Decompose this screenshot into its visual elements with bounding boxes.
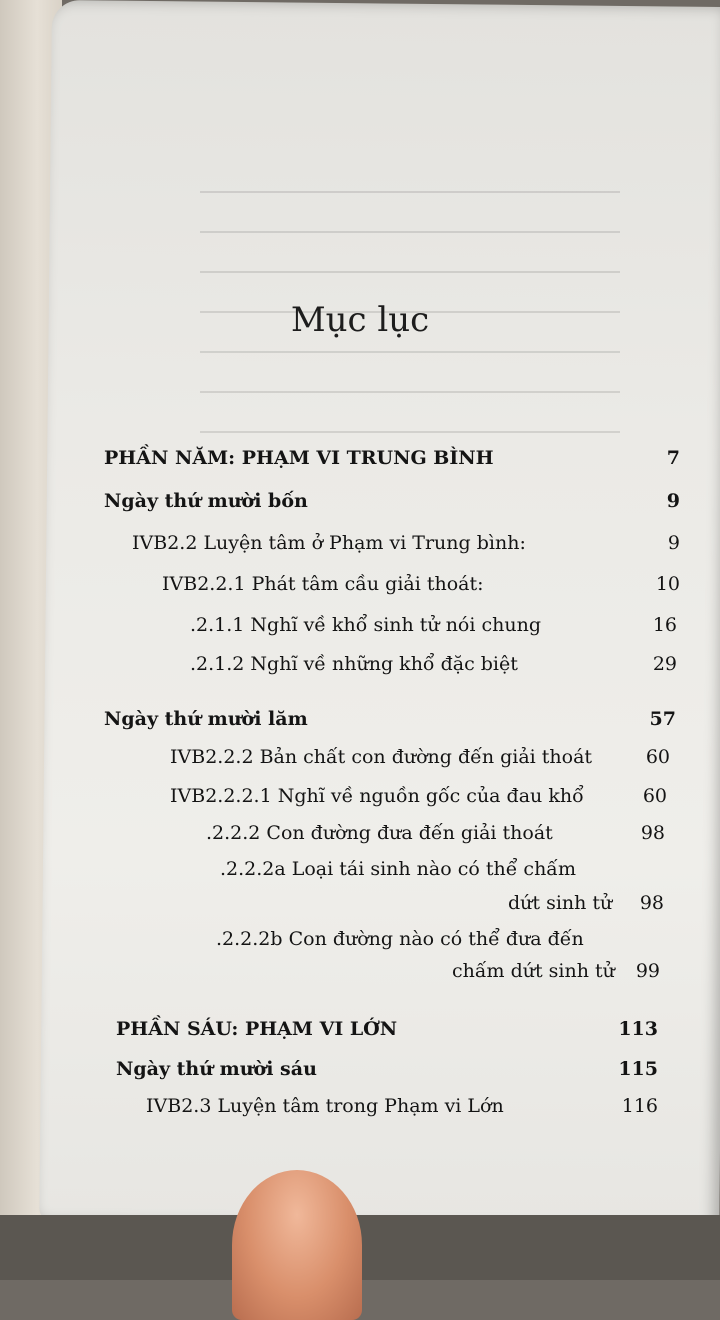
toc-entry-page: 115 (618, 1058, 658, 1080)
toc-entry-page: 60 (645, 746, 670, 768)
toc-entry (220, 858, 660, 886)
toc-entry-text: PHẦN SÁU: PHẠM VI LỚN (116, 1018, 398, 1040)
toc-entry-text: Ngày thứ mười bốn (104, 490, 308, 512)
toc-entry-page: 7 (666, 447, 680, 469)
toc-day-heading (104, 708, 676, 736)
thumb (232, 1170, 362, 1320)
toc-entry-page: 9 (667, 532, 680, 554)
toc-entry (132, 532, 680, 560)
toc-entry-text: .2.2.2a Loại tái sinh nào có thể chấm (220, 858, 576, 880)
toc-entry-text: Ngày thứ mười sáu (116, 1058, 317, 1080)
toc-entry (170, 785, 667, 813)
toc-entry (170, 746, 670, 774)
toc-part-heading (104, 447, 680, 475)
toc-entry-page: 98 (639, 892, 664, 914)
toc-entry-text: IVB2.2.2.1 Nghĩ về nguồn gốc của đau khổ (170, 785, 584, 807)
toc-entry-page: 29 (652, 653, 677, 675)
page-title: Mục lục (290, 300, 430, 340)
toc-entry-page: 16 (652, 614, 677, 636)
toc-entry-text: IVB2.2.1 Phát tâm cầu giải thoát: (162, 573, 484, 595)
toc-entry-page: 57 (649, 708, 676, 730)
toc-entry-text: .2.2.2b Con đường nào có thể đưa đến (216, 928, 584, 950)
toc-entry-text: .2.1.1 Nghĩ về khổ sinh tử nói chung (190, 614, 541, 636)
toc-entry-text: Ngày thứ mười lăm (104, 708, 308, 730)
toc-day-heading (116, 1058, 658, 1086)
toc-entry-text: .2.2.2 Con đường đưa đến giải thoát (206, 822, 553, 844)
toc-entry-page: 60 (642, 785, 667, 807)
toc-entry-continued (452, 960, 660, 988)
toc-entry (206, 822, 665, 850)
toc-entry (190, 614, 677, 642)
toc-entry-text: IVB2.3 Luyện tâm trong Phạm vi Lớn (146, 1095, 504, 1117)
toc-entry-text: IVB2.2 Luyện tâm ở Phạm vi Trung bình: (132, 532, 526, 554)
toc-entry-continued (508, 892, 664, 920)
toc-part-heading (116, 1018, 658, 1046)
toc-entry-page: 99 (635, 960, 660, 982)
toc-entry-text: chấm dứt sinh tử (452, 960, 615, 982)
toc-entry-page: 116 (621, 1095, 658, 1117)
toc-entry (162, 573, 680, 601)
toc-entry-text: IVB2.2.2 Bản chất con đường đến giải thoát (170, 746, 593, 768)
toc-day-heading (104, 490, 680, 518)
toc-entry-text: dứt sinh tử (508, 892, 613, 914)
toc-entry (190, 653, 677, 681)
toc-entry-page: 98 (640, 822, 665, 844)
toc-entry (146, 1095, 658, 1123)
toc-entry-page: 113 (618, 1018, 658, 1040)
toc-entry-page: 10 (655, 573, 680, 595)
toc-entry (216, 928, 660, 956)
toc-entry-text: .2.1.2 Nghĩ về những khổ đặc biệt (190, 653, 518, 675)
toc-entry-page: 9 (666, 490, 680, 512)
toc-entry-text: PHẦN NĂM: PHẠM VI TRUNG BÌNH (104, 447, 494, 469)
